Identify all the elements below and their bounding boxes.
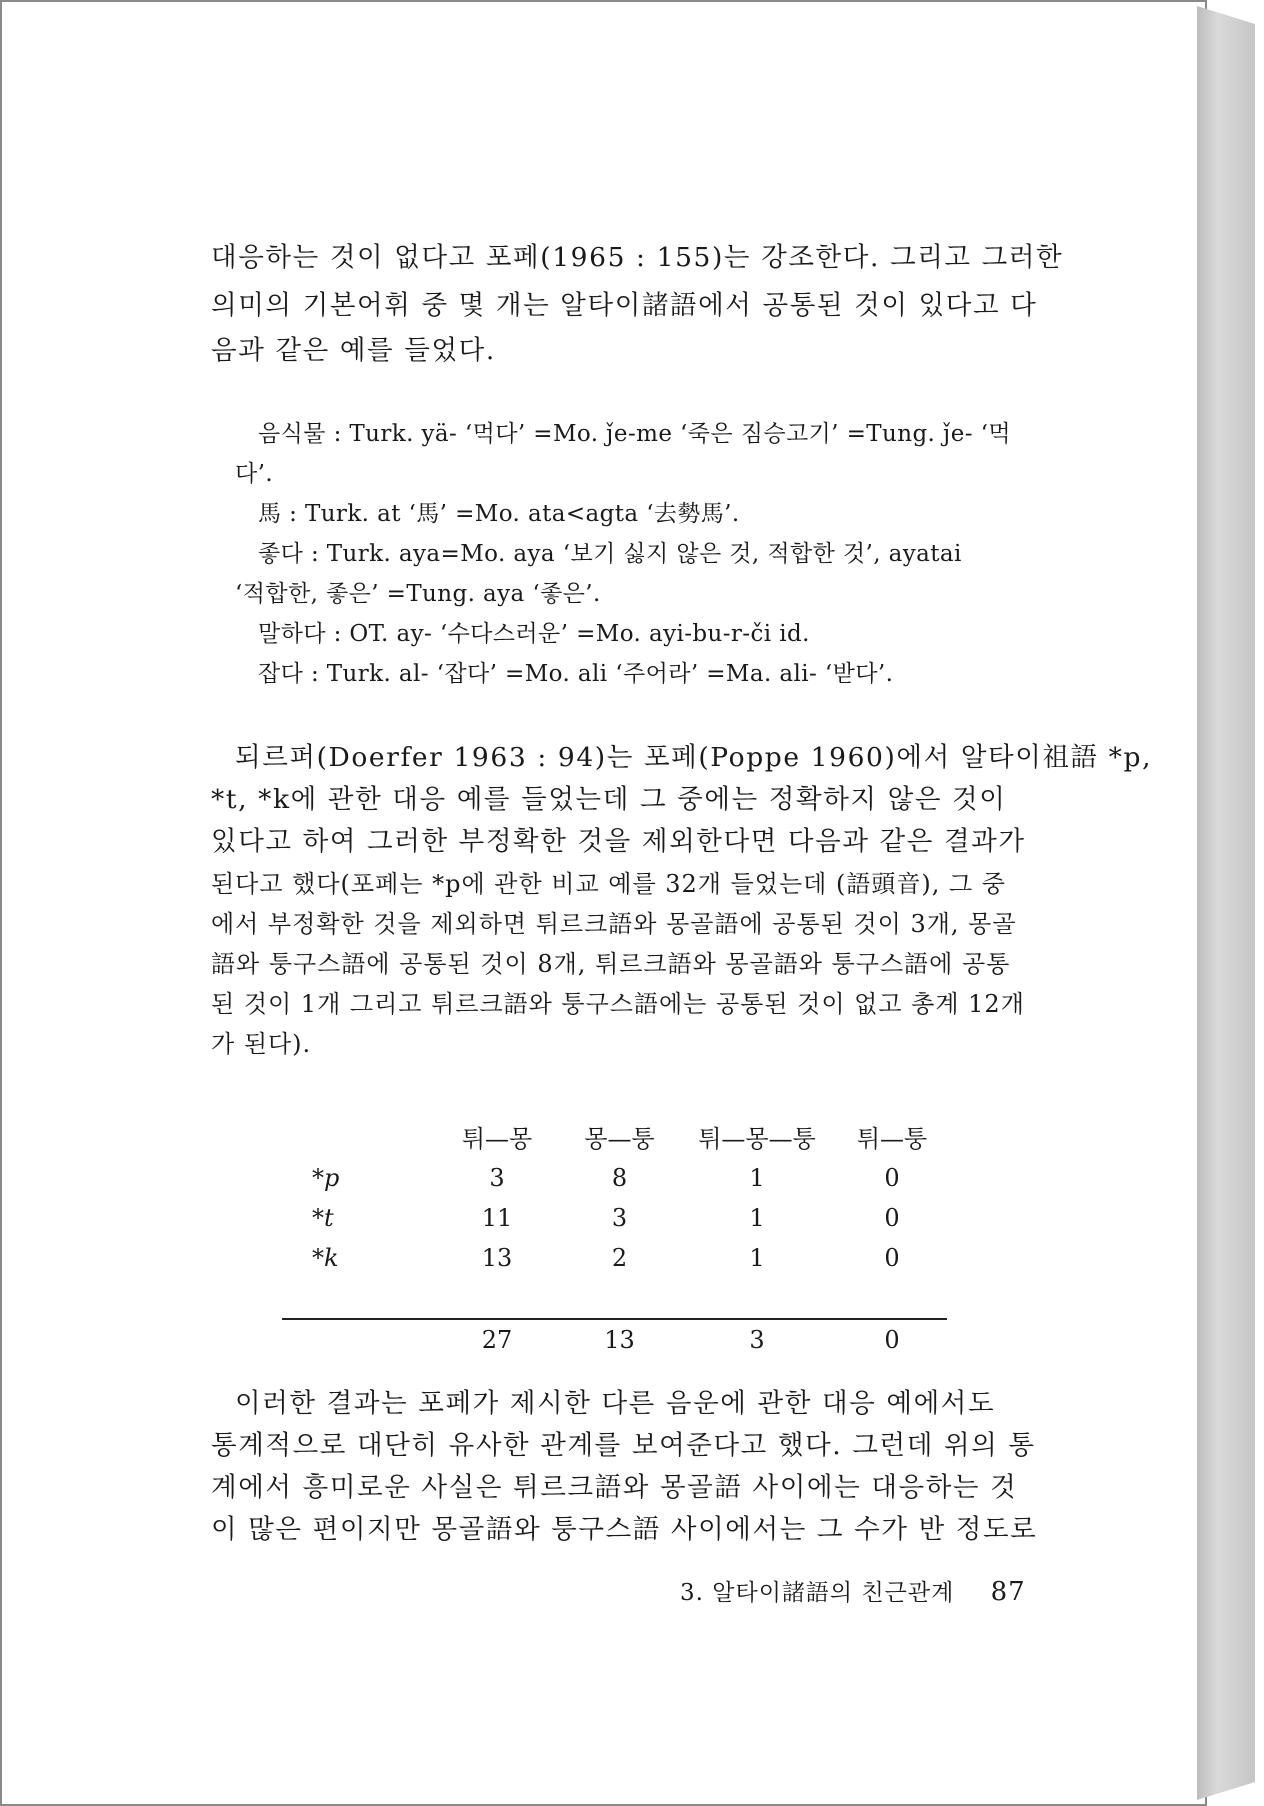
table-header-tu-tung: 튀—퉁 [856,1124,928,1153]
doerfer-line-3: 있다고 하여 그러한 부정확한 것을 제외한다면 다음과 같은 결과가 [211,826,1026,857]
doerfer-line-1: 되르퍼(Doerfer 1963 : 94)는 포페(Poppe 1960)에서 알타이祖語 *p, [235,742,1153,773]
closing-line-4: 이 많은 편이지만 몽골語와 퉁구스語 사이에서는 그 수가 반 정도로 [211,1514,1038,1545]
doerfer-line-5: 에서 부정확한 것을 제외하면 튀르크語와 몽골語에 공통된 것이 3개, 몽골 [211,910,1017,938]
example-speak: 말하다 : OT. ay- ‘수다스러운’ =Mo. ayi-bu-r-či id. [258,621,810,647]
totals-label [282,1319,432,1360]
table-cell: 3 [611,1204,628,1232]
table-cell: 2 [611,1244,628,1272]
table-divider [282,1278,947,1319]
table-cell: 3 [489,1164,505,1192]
doerfer-line-2: *t, *k에 관한 대응 예를 들었는데 그 중에는 정확하지 않은 것이 [211,784,1007,815]
table-row [282,1198,947,1238]
example-grab: 잡다 : Turk. al- ‘잡다’ =Mo. ali ‘주어라’ =Ma. ali- ‘받다’. [258,661,894,687]
closing-line-2: 통계적으로 대단히 유사한 관계를 보여준다고 했다. 그런데 위의 통 [211,1430,1036,1461]
row-label: *t [312,1204,334,1232]
table-row [282,1158,947,1198]
intro-line-3: 음과 같은 예를 들었다. [211,335,496,366]
book-spine-edge [1197,6,1255,1800]
table-cell: 0 [884,1244,900,1272]
intro-line-2: 의미의 기본어휘 중 몇 개는 알타이諸語에서 공통된 것이 있다고 다 [211,290,1038,321]
table-totals-row [282,1319,947,1360]
total-cell: 3 [749,1326,765,1354]
table-cell: 13 [481,1244,513,1272]
table-header-row [282,1114,947,1158]
total-cell: 0 [884,1326,900,1354]
example-food-cont: 다’. [235,461,274,487]
table-cell: 1 [749,1244,765,1272]
row-label: *k [312,1244,339,1272]
table-cell: 1 [749,1164,765,1192]
example-horse: 馬 : Turk. at ‘馬’ =Mo. ata<agta ‘去勢馬’. [258,501,740,527]
running-head: 3. 알타이諸語의 친근관계 [680,1580,955,1606]
table-cell: 1 [749,1204,765,1232]
table-header-mo-tung: 몽—퉁 [584,1124,655,1153]
table-cell: 0 [884,1204,900,1232]
page-number: 87 [990,1577,1026,1607]
row-label: *p [312,1164,340,1192]
table-cell: 8 [611,1164,628,1192]
closing-line-3: 계에서 흥미로운 사실은 튀르크語와 몽골語 사이에는 대응하는 것 [211,1472,1018,1503]
doerfer-line-4: 된다고 했다(포페는 *p에 관한 비교 예를 32개 들었는데 (語頭音), 그 중 [211,870,1006,898]
correspondence-table [282,1114,947,1360]
doerfer-line-7: 된 것이 1개 그리고 튀르크語와 퉁구스語에는 공통된 것이 없고 총계 12개 [211,990,1025,1018]
table-header-blank [282,1114,432,1158]
closing-line-1: 이러한 결과는 포페가 제시한 다른 음운에 관한 대응 예에서도 [235,1388,996,1419]
intro-line-1: 대응하는 것이 없다고 포페(1965 : 155)는 강조한다. 그리고 그러한 [211,242,1064,273]
doerfer-line-8: 가 된다). [211,1030,312,1058]
table-header-tu-mo-tung: 튀—몽—퉁 [698,1124,816,1153]
example-good: 좋다 : Turk. aya=Mo. aya ‘보기 싫지 않은 것, 적합한 것’, ayatai [258,541,962,567]
table-cell: 11 [481,1204,513,1232]
table-row [282,1238,947,1278]
table-cell: 0 [884,1164,900,1192]
total-cell: 27 [481,1326,513,1354]
total-cell: 13 [604,1326,635,1354]
table-header-tu-mo: 튀—몽 [461,1124,533,1153]
example-food: 음식물 : Turk. yä- ‘먹다’ =Mo. ǰe-me ‘죽은 짐승고기’ =Tung. ǰe- ‘먹 [258,421,1011,447]
example-good-cont: ‘적합한, 좋은’ =Tung. aya ‘좋은’. [235,581,601,607]
doerfer-line-6: 語와 퉁구스語에 공통된 것이 8개, 튀르크語와 몽골語와 퉁구스語에 공통 [211,950,1011,978]
page-footer [680,1574,1026,1607]
